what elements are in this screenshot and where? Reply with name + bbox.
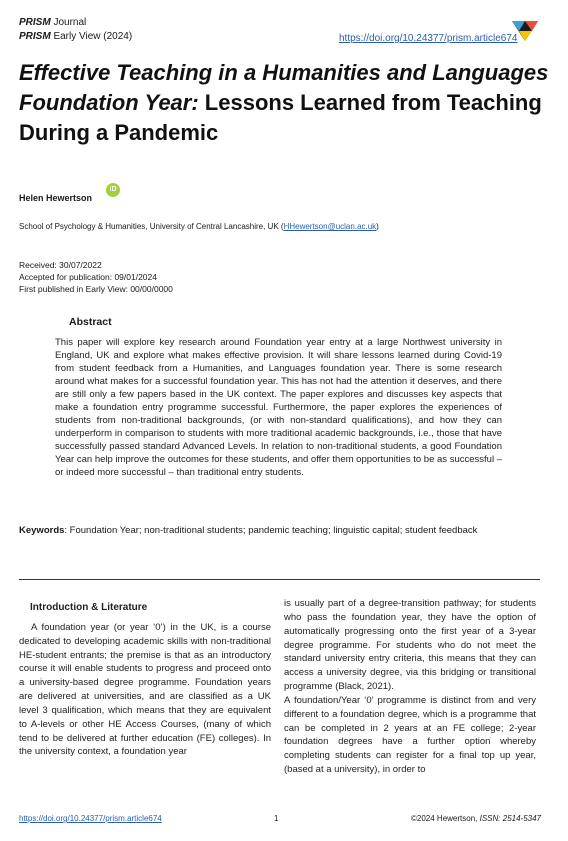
section-divider <box>19 579 540 580</box>
right-column <box>284 597 536 777</box>
affiliation-close: ) <box>376 222 379 231</box>
journal-name-rest: Journal <box>50 17 87 28</box>
left-column <box>19 597 271 759</box>
keywords <box>19 524 529 538</box>
section-heading: Introduction & Literature <box>30 602 148 613</box>
keywords-list: : Foundation Year; non-traditional students; pandemic teaching; linguistic capital; student feedback <box>64 525 478 536</box>
paper-title <box>19 58 549 148</box>
early-view-label <box>19 31 132 43</box>
body-paragraph-2: A foundation/Year ‘0’ programme is distinct from and very different to a foundation degree, which is a programme that can be completed in 2 years at an FE college; 2-year foundation degrees have a further option whereby completing students can register for a final top up year, (based at a university), in order to <box>284 694 536 776</box>
title-italic-part: Effective Teaching in a Humanities and Languages Foundation Year: <box>19 60 549 115</box>
early-view-rest: Early View (2024) <box>50 31 133 42</box>
abstract-text: This paper will explore key research around Foundation year entry at a large Northwest university in England, UK and explore what makes effective provision. It will share lessons learned during Covid-19 from student feedback from a Humanities, and Languages foundation year. There is some research around what makes for a successful foundation year. This has not had the attention it deserves, and there are still only a few papers based in the UK context. The paper explores and discusses key aspects that make a foundation entry programme successful. Furthermore, the paper explores the experiences of students from non-traditional backgrounds, (or with non-standard qualifications), and how they can underperform in comparison to students with more traditional academic backgrounds, i.e., those that have successfully passed standard Advanced Levels. In relation to non-traditional students, a good Foundation Year can help improve the outcomes for these students, and offer them opportunities to be as successful – or indeed more successful – than traditional entry students. <box>55 337 502 478</box>
keywords-label: Keywords <box>19 525 65 536</box>
prism-logo-icon <box>510 13 540 43</box>
footer-doi-link[interactable]: https://doi.org/10.24377/prism.article674 <box>19 814 162 823</box>
orcid-icon[interactable]: iD <box>106 183 120 197</box>
journal-name <box>19 17 86 29</box>
date-accepted: Accepted for publication: 09/01/2024 <box>19 272 157 282</box>
intro-paragraph: A foundation year (or year ‘0’) in the UK, is a course dedicated to developing academic skills with non-traditional HE-student entrants; the premise is that as an introductory course it will enable students to progress and proceed onto a university-based degree programme. Foundation years are delivered at universities, and are classified as a UK level 3 qualification, which means that they are equivalent to A-levels or other HE Access Courses, (many of which tend to be delivered at further education (FE) colleges). In the university context, a foundation year <box>19 621 271 758</box>
early-view-bold: PRISM <box>19 31 51 42</box>
body-paragraph-1: is usually part of a degree-transition pathway; for students who pass the foundation year, they have the option of automatically progressing onto the first year of a 3-year degree programme. For students who do not meet the standard university entry criteria, this means that they can access a university degree, via this bridging or transitional programme (Black, 2021). <box>284 598 536 693</box>
author-email-link[interactable]: HHewertson@uclan.ac.uk <box>283 222 377 231</box>
header-doi-link[interactable]: https://doi.org/10.24377/prism.article674 <box>339 33 518 44</box>
date-received: Received: 30/07/2022 <box>19 260 102 270</box>
copyright-text: ©2024 Hewertson, <box>411 814 480 823</box>
publication-dates <box>19 259 173 295</box>
journal-name-bold: PRISM <box>19 17 51 28</box>
affiliation <box>19 222 379 231</box>
abstract-heading: Abstract <box>69 316 112 328</box>
page-number: 1 <box>274 814 279 823</box>
author-name: Helen Hewertson <box>19 193 93 203</box>
title-rest: Lessons Learned from Teaching During a Pandemic <box>19 90 542 145</box>
affiliation-text: School of Psychology & Humanities, University of Central Lancashire, UK ( <box>19 222 284 231</box>
issn: ISSN: 2514-5347 <box>479 814 541 823</box>
date-published: First published in Early View: 00/00/0000 <box>19 284 173 294</box>
copyright-notice <box>411 814 541 823</box>
